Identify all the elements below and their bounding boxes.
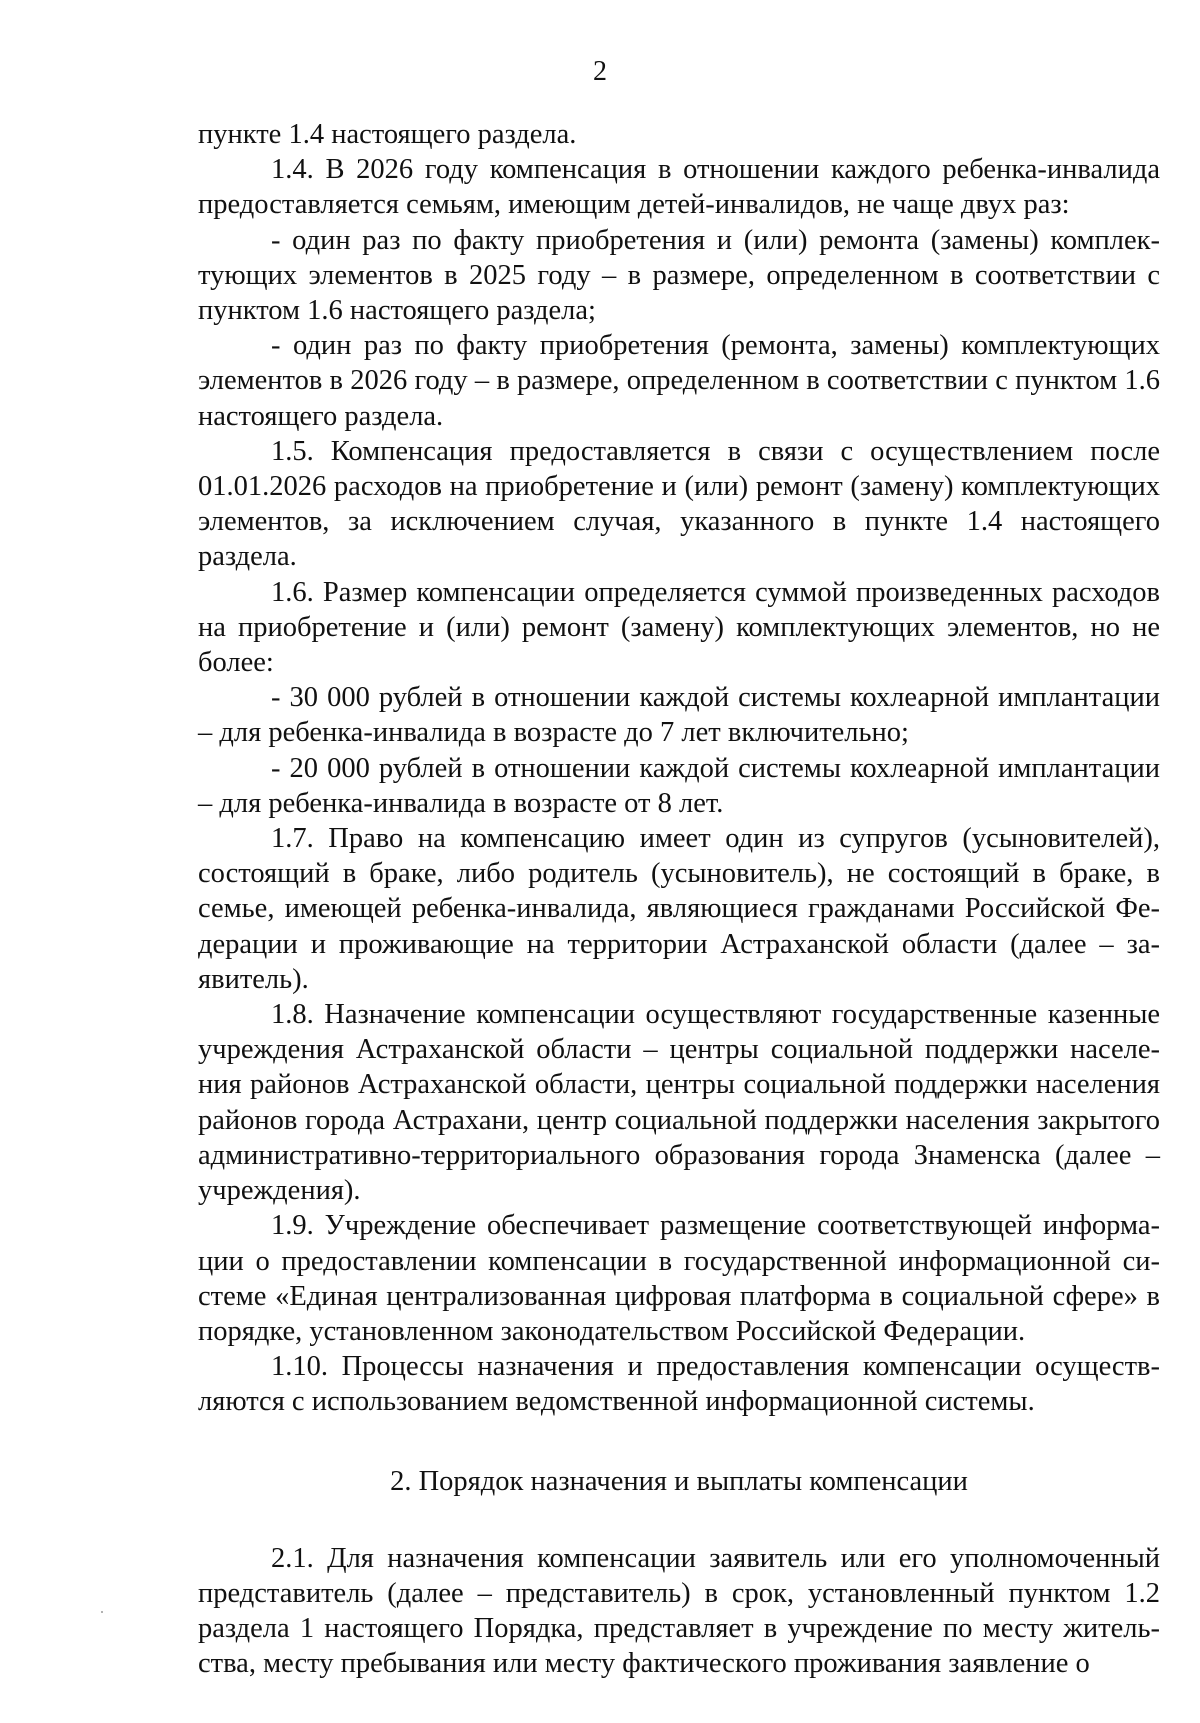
paragraph-1-6-item-2: - 20 000 рублей в отношении каждой системы кохлеарной имплантации – для ребенка-инвалида в возрасте от 8 лет. — [198, 752, 1160, 819]
paragraph-1-6-item-1: - 30 000 рублей в отношении каждой системы кохлеарной имплантации – для ребенка-инвалида в возрасте до 7 лет включительно; — [198, 682, 1160, 749]
paragraph-1-4-item-1: - один раз по факту приобретения и (или) ремонта (замены) комплектующих элементов в 2025 году – в размере, определенном в соответствии с пунктом 1.6 настоящего раздела; — [198, 224, 1160, 327]
paragraph-1-4-item-2: - один раз по факту приобретения (ремонта, замены) комплектующих элементов в 2026 году – в размере, определенном в соответствии с пунктом 1.6 настоящего раздела. — [198, 330, 1160, 432]
section-heading: 2. Порядок назначения и выплаты компенсации — [390, 1465, 968, 1497]
paragraph-1-6: 1.6. Размер компенсации определяется суммой произведенных расходов на приобретение и (или) ремонт (замену) комплектующих элементов, но не более: — [198, 576, 1160, 679]
paragraph-2-1: 2.1. Для назначения компенсации заявитель или его уполномоченный представитель (далее – представитель) в срок, установленный пунктом 1.2 раздела 1 настоящего Порядка, представляет в учреждение по месту жительства, месту пребывания или месту фактического проживания заявление о — [198, 1542, 1160, 1680]
paragraph-1-4: 1.4. В 2026 году компенсация в отношении каждого ребенка-инвалида предоставляется семьям, имеющим детей-инвалидов, не чаще двух раз: — [198, 154, 1160, 221]
paragraph-continuation: пункте 1.4 настоящего раздела. — [198, 119, 577, 150]
paragraph-1-5: 1.5. Компенсация предоставляется в связи с осуществлением после 01.01.2026 расходов на приобретение и (или) ремонт (замену) комплектующих элементов, за исключением случая, указанного в пункте 1.4 настоящего раздела. — [198, 435, 1160, 573]
scan-speck — [101, 1611, 103, 1613]
document-body — [198, 117, 1160, 1682]
paragraph-1-8: 1.8. Назначение компенсации осуществляют государственные казенные учреждения Астраханской области – центры социальной поддержки населения районов Астраханской области, центры социальной поддержки населения районов города Астрахани, центр социальной поддержки населения закрытого административно-территориального образования города Знаменска (далее – учреждения). — [198, 999, 1160, 1207]
paragraph-1-7: 1.7. Право на компенсацию имеет один из супругов (усыновителей), состоящий в браке, либо родитель (усыновитель), не состоящий в браке, в семье, имеющей ребенка-инвалида, являющиеся гражданами Российской Федерации и проживающие на территории Астраханской области (далее – заявитель). — [198, 823, 1160, 995]
page-number: 2 — [593, 56, 607, 87]
paragraph-1-10: 1.10. Процессы назначения и предоставления компенсации осуществляются с использованием ведомственной информационной системы. — [198, 1351, 1160, 1418]
paragraph-1-9: 1.9. Учреждение обеспечивает размещение соответствующей информации о предоставлении компенсации в государственной информационной системе «Единая централизованная цифровая платформа в социальной сфере» в порядке, установленном законодательством Российской Федерации. — [198, 1210, 1160, 1347]
